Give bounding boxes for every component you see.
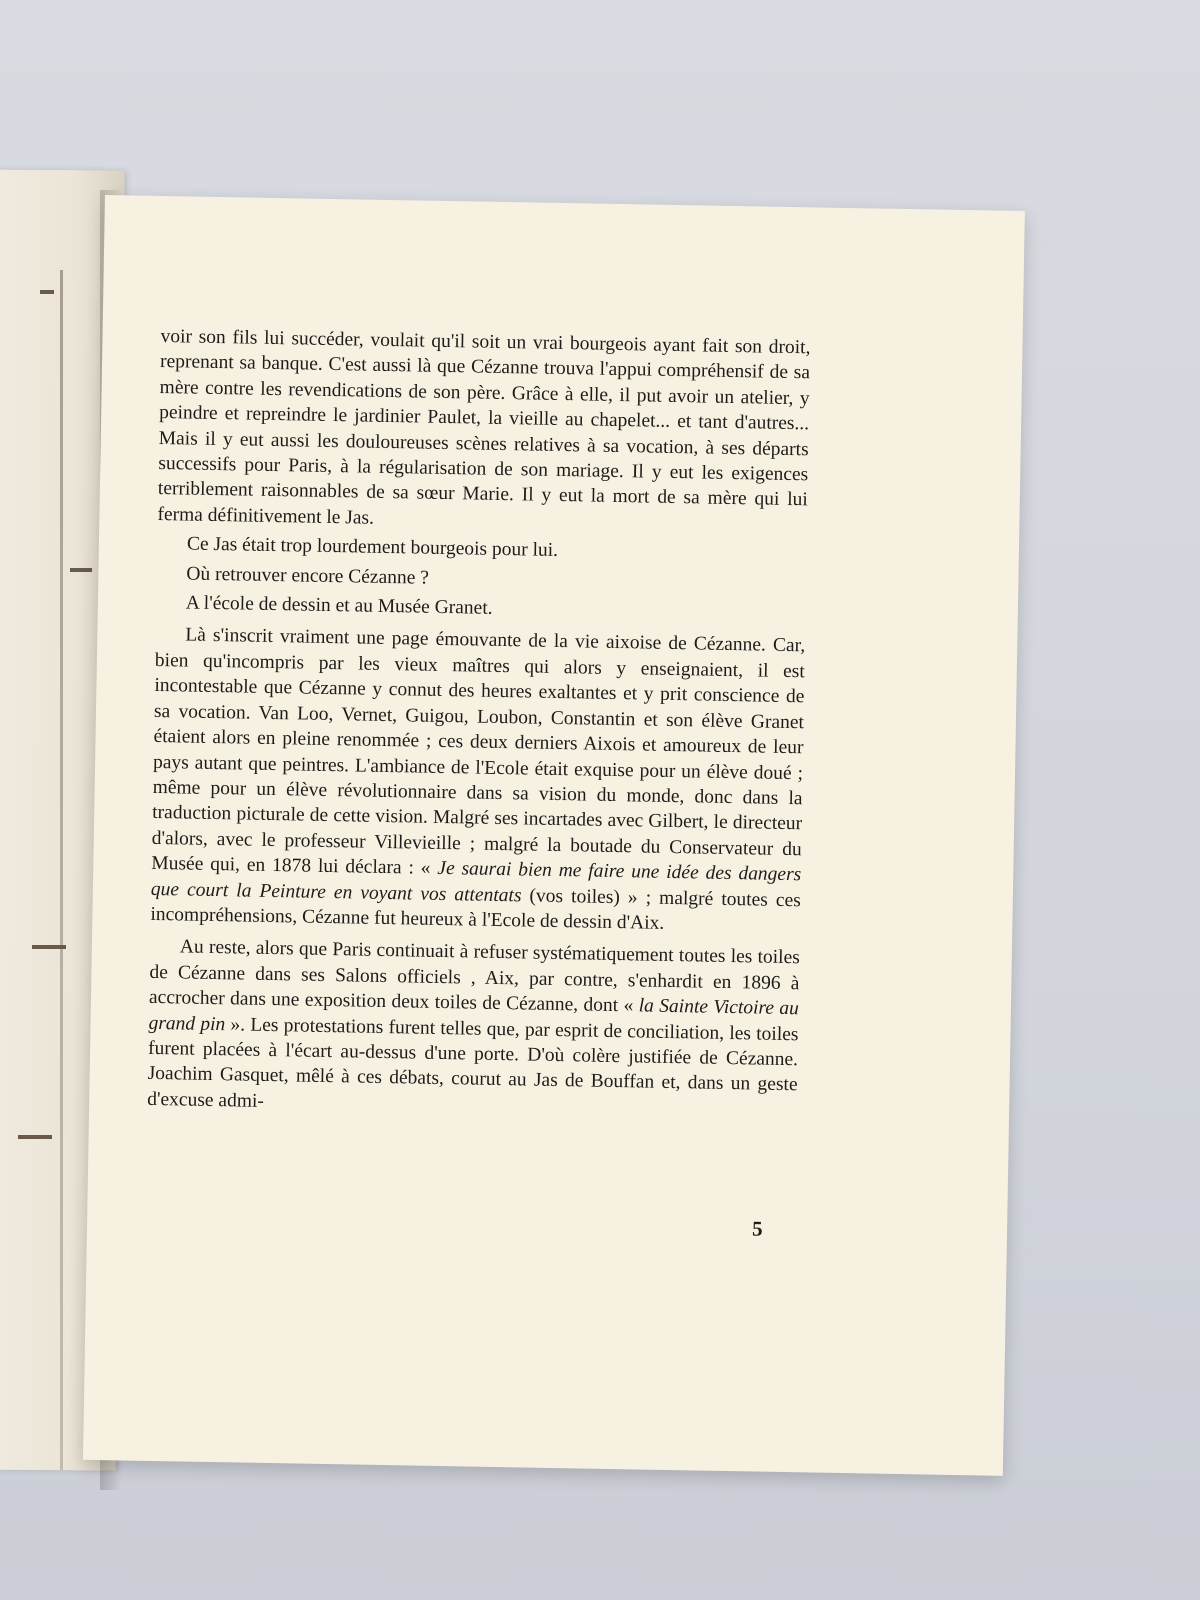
binding-stitch — [32, 945, 66, 949]
binding-thread — [60, 270, 63, 1470]
text-run: Là s'inscrit vraiment une page émouvante de la vie aixoise de Cézanne. Car, bien qu'incompris par les vieux maîtres qui alors y enseignaient, il est incontestable que Cézanne y connut des heures exaltantes et y prit conscience de sa vocation. Van Loo, Vernet, Guigou, Loubon, Constantin et son élève Granet étaient alors en pleine renommée ; ces deux derniers Aixois et amoureux de leur pays autant que peintres. L'ambiance de l'Ecole était exquise pour un élève doué ; même pour un élève révolutionnaire dans sa vision du monde, donc dans la traduction picturale de cette vision. Malgré ses incartades avec Gilbert, le directeur d'alors, avec le professeur Villevieille ; malgré la boutade du Conservateur du Musée qui, en 1878 lui déclara : « — [151, 624, 806, 880]
body-text — [147, 324, 811, 1123]
binding-stitch — [18, 1135, 52, 1139]
text-run: Au reste, alors que Paris continuait à refuser systématiquement toutes les toiles de Cézanne dans ses Salons officiels , Aix, par contre, s'enhardit en 1896 à accrocher dans une exposition deux toiles de Cézanne, dont « — [148, 936, 800, 1017]
binding-stitch — [70, 568, 92, 572]
text-run: A l'école de dessin et au Musée Granet. — [185, 592, 493, 619]
book-page — [83, 195, 1025, 1476]
paragraph — [150, 622, 805, 938]
paragraph — [147, 934, 800, 1123]
text-run: Ce Jas était trop lourdement bourgeois pour lui. — [186, 533, 559, 562]
italic-text: Je saurai bien me faire une idée des dangers que court la Peinture en voyant vos attentats — [150, 858, 802, 906]
text-run: ». Les protestations furent telles que, par esprit de conciliation, les toiles furent placées à l'écart au-dessus d'une porte. D'où colère justifiée de Cézanne. Joachim Gasquet, mêlé à ces débats, courut au Jas de Bouffan et, dans un geste d'excuse admi- — [147, 1013, 799, 1112]
paragraph — [157, 324, 810, 539]
page-number: 5 — [751, 1216, 763, 1241]
text-run: voir son fils lui succéder, voulait qu'il soit un vrai bourgeois ayant fait son droit, reprenant sa banque. C'est aussi là que Cézanne trouva l'appui compréhensif de sa mère contre les revendications de son père. Grâce à elle, il put avoir un atelier, y peindre et repreindre le jardinier Paulet, la vieille au chapelet... et tant d'autres... Mais il y eut aussi les douloureuses scènes relatives à sa vocation, à ses départs successifs pour Paris, à la régularisation de son mariage. Il y eut les exigences terriblement raisonnables de sa sœur Marie. Il y eut la mort de sa mère qui lui ferma définitivement le Jas. — [157, 325, 811, 529]
italic-text: la Sainte Victoire au grand pin — [148, 995, 800, 1035]
binding-stitch — [40, 290, 54, 294]
text-run: Où retrouver encore Cézanne ? — [186, 563, 430, 589]
text-run: (vos toiles) » ; malgré toutes ces incompréhensions, Cézanne fut heureux à l'Ecole de dessin d'Aix. — [150, 884, 801, 934]
